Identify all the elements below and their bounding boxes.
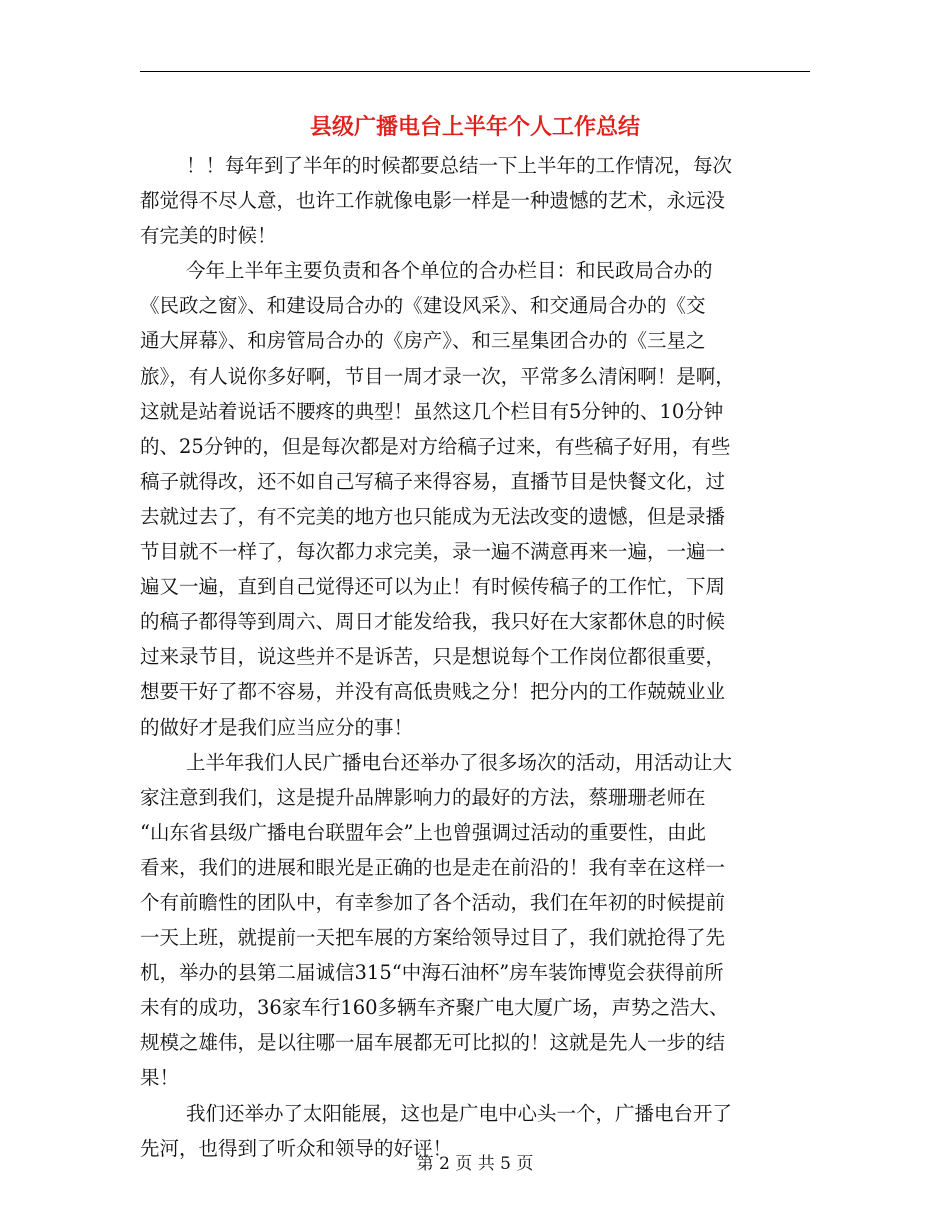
paragraph-line: ！！每年到了半年的时候都要总结一下上半年的工作情况，每次 [186,154,733,177]
paragraph-line: 一天上班，就提前一天把车展的方案给领导过目了，我们就抢得了先 [140,926,726,950]
paragraph-line: 我们还举办了太阳能展，这也是广电中心头一个，广播电台开了 [186,1101,733,1125]
paragraph-line: 家注意到我们，这是提升品牌影响力的最好的方法，蔡珊珊老师在 [140,785,706,809]
paragraph-line: 都觉得不尽人意，也许工作就像电影一样是一种遗憾的艺术，永远没 [140,189,726,213]
paragraph [140,148,810,253]
paragraph-line: 旅》，有人说你多好啊，节目一周才录一次，平常多么清闲啊！是啊， [140,364,735,388]
document-title: 县级广播电台上半年个人工作总结 [309,114,640,140]
header-rule [140,71,810,72]
document-body [140,148,810,1166]
page-number: 第 2 页 共 5 页 [416,1154,534,1174]
paragraph [140,253,810,744]
paragraph-line: 规模之雄伟，是以往哪一届车展都无可比拟的！这就是先人一步的结 [140,1031,726,1055]
paragraph-line: 稿子就得改，还不如自己写稿子来得容易，直播节目是快餐文化，过 [140,469,726,493]
paragraph-line: 机，举办的县第二届诚信315“中海石油杯”房车装饰博览会获得前所 [140,961,724,985]
paragraph-line: 看来，我们的进展和眼光是正确的也是走在前沿的！我有幸在这样一 [140,855,726,879]
paragraph-line: 的做好才是我们应当应分的事！ [140,715,414,739]
paragraph-line: 《民政之窗》、和建设局合办的《建设风采》、和交通局合办的《交 [140,294,706,318]
paragraph-line: 个有前瞻性的团队中，有幸参加了各个活动，我们在年初的时候提前 [140,890,726,914]
paragraph-line: 上半年我们人民广播电台还举办了很多场次的活动，用活动让大 [186,750,733,774]
paragraph-line: 有完美的时候！ [140,224,277,248]
paragraph-line: 这就是站着说话不腰疼的典型！虽然这几个栏目有5分钟的、10分钟 [140,399,724,423]
paragraph-line: 去就过去了，有不完美的地方也只能成为无法改变的遗憾，但是录播 [140,504,726,528]
paragraph-line: “山东省县级广播电台联盟年会”上也曾强调过活动的重要性，由此 [140,820,706,844]
paragraph [140,745,810,1096]
paragraph-line: 的、25分钟的，但是每次都是对方给稿子过来，有些稿子好用，有些 [140,434,731,458]
paragraph-line: 想要干好了都不容易，并没有高低贵贱之分！把分内的工作兢兢业业 [140,680,726,704]
paragraph-line: 果！ [140,1066,180,1090]
paragraph-line: 未有的成功，36家车行160多辆车齐聚广电大厦广场，声势之浩大、 [140,996,729,1020]
paragraph-line: 节目就不一样了，每次都力求完美，录一遍不满意再来一遍，一遍一 [140,540,726,564]
paragraph-line: 过来录节目，说这些并不是诉苦，只是想说每个工作岗位都很重要， [140,645,726,669]
paragraph-line: 今年上半年主要负责和各个单位的合办栏目：和民政局合办的 [186,259,713,283]
paragraph-line: 遍又一遍，直到自己觉得还可以为止！有时候传稿子的工作忙，下周 [140,575,726,599]
paragraph-line: 先河，也得到了听众和领导的好评！ [140,1136,453,1160]
paragraph-line: 通大屏幕》、和房管局合办的《房产》、和三星集团合办的《三星之 [140,329,706,353]
paragraph-line: 的稿子都得等到周六、周日才能发给我，我只好在大家都休息的时候 [140,610,726,634]
